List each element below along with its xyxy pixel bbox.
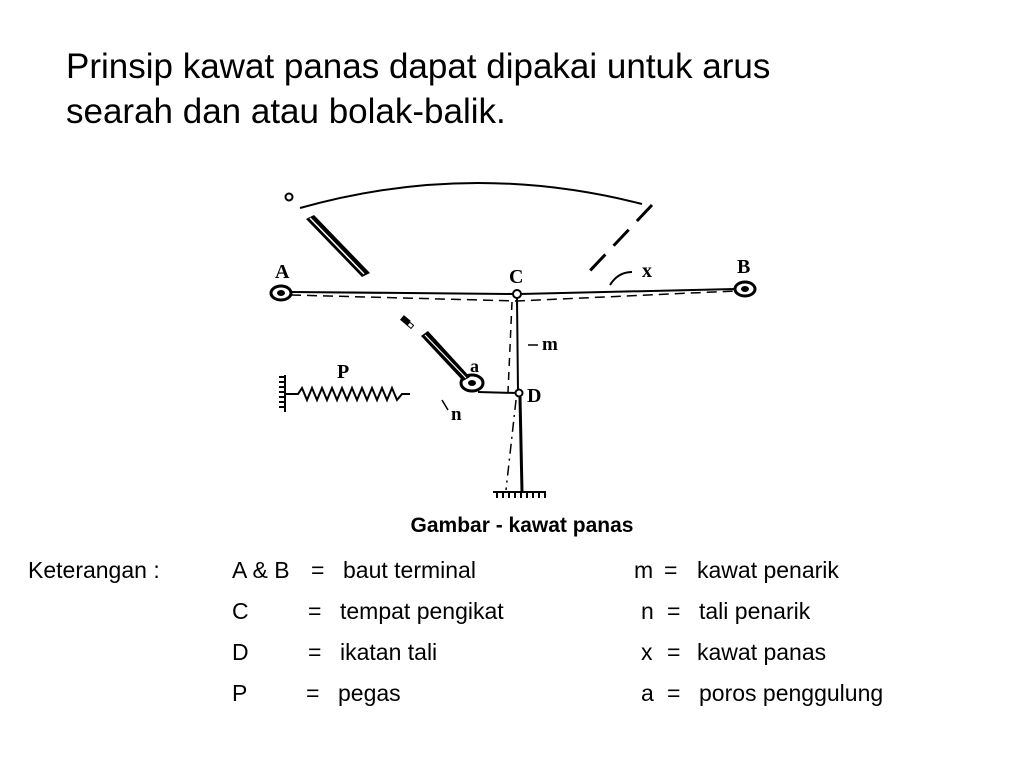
label-p: P	[337, 361, 350, 383]
legend-key: P	[232, 680, 248, 706]
label-b-terminal: B	[737, 256, 751, 278]
legend-key: x	[641, 639, 653, 665]
slide-title-line-1: Prinsip kawat panas dapat dipakai untuk arus	[66, 47, 771, 86]
legend-key: n	[641, 598, 654, 624]
legend-desc: ikatan tali	[340, 639, 438, 665]
pointer-tip-dot	[286, 194, 293, 201]
legend-sep: =	[308, 598, 322, 624]
figure-caption: Gambar - kawat panas	[410, 514, 634, 537]
legend-heading: Keterangan :	[28, 557, 160, 583]
x-indicator	[610, 272, 632, 285]
legend-desc: poros penggulung	[699, 680, 884, 706]
legend-key: a	[641, 680, 654, 706]
scale-arc	[300, 183, 642, 208]
label-m: m	[542, 334, 558, 355]
legend-desc: baut terminal	[343, 557, 476, 583]
legend-key: D	[232, 639, 249, 665]
label-n: n	[451, 404, 462, 425]
node-d	[516, 390, 523, 397]
legend-sep: =	[667, 639, 681, 665]
legend-sep: =	[664, 557, 678, 583]
legend-key: m	[634, 557, 654, 583]
slide-title-line-2: searah dan atau bolak-balik.	[66, 92, 506, 131]
label-a-spindle: a	[470, 356, 479, 376]
support-post	[520, 397, 522, 492]
legend-desc: pegas	[338, 680, 401, 706]
legend-sep: =	[308, 639, 322, 665]
string-n	[478, 392, 516, 393]
legend-desc: tempat pengikat	[340, 598, 504, 624]
label-a-terminal: A	[275, 261, 290, 283]
spring-p	[286, 388, 410, 400]
label-c: C	[509, 266, 524, 288]
terminal-b	[735, 282, 755, 296]
legend-sep: =	[667, 680, 681, 706]
label-d: D	[527, 385, 542, 407]
ground-hatch-left	[279, 375, 285, 412]
node-c	[513, 290, 521, 298]
hot-wire-left	[291, 292, 515, 294]
hot-wire-right	[520, 289, 735, 294]
ground-hatch-bottom	[493, 492, 546, 498]
legend-desc: kawat penarik	[697, 557, 839, 583]
legend-sep: =	[311, 557, 325, 583]
tension-wire-m	[517, 298, 518, 392]
legend-key: A & B	[232, 557, 290, 583]
terminal-a	[271, 286, 291, 300]
label-x: x	[642, 260, 652, 282]
legend-sep: =	[306, 680, 320, 706]
legend-key: C	[232, 598, 249, 624]
legend-desc: tali penarik	[699, 598, 811, 624]
legend-sep: =	[667, 598, 681, 624]
legend-desc: kawat panas	[697, 639, 827, 665]
